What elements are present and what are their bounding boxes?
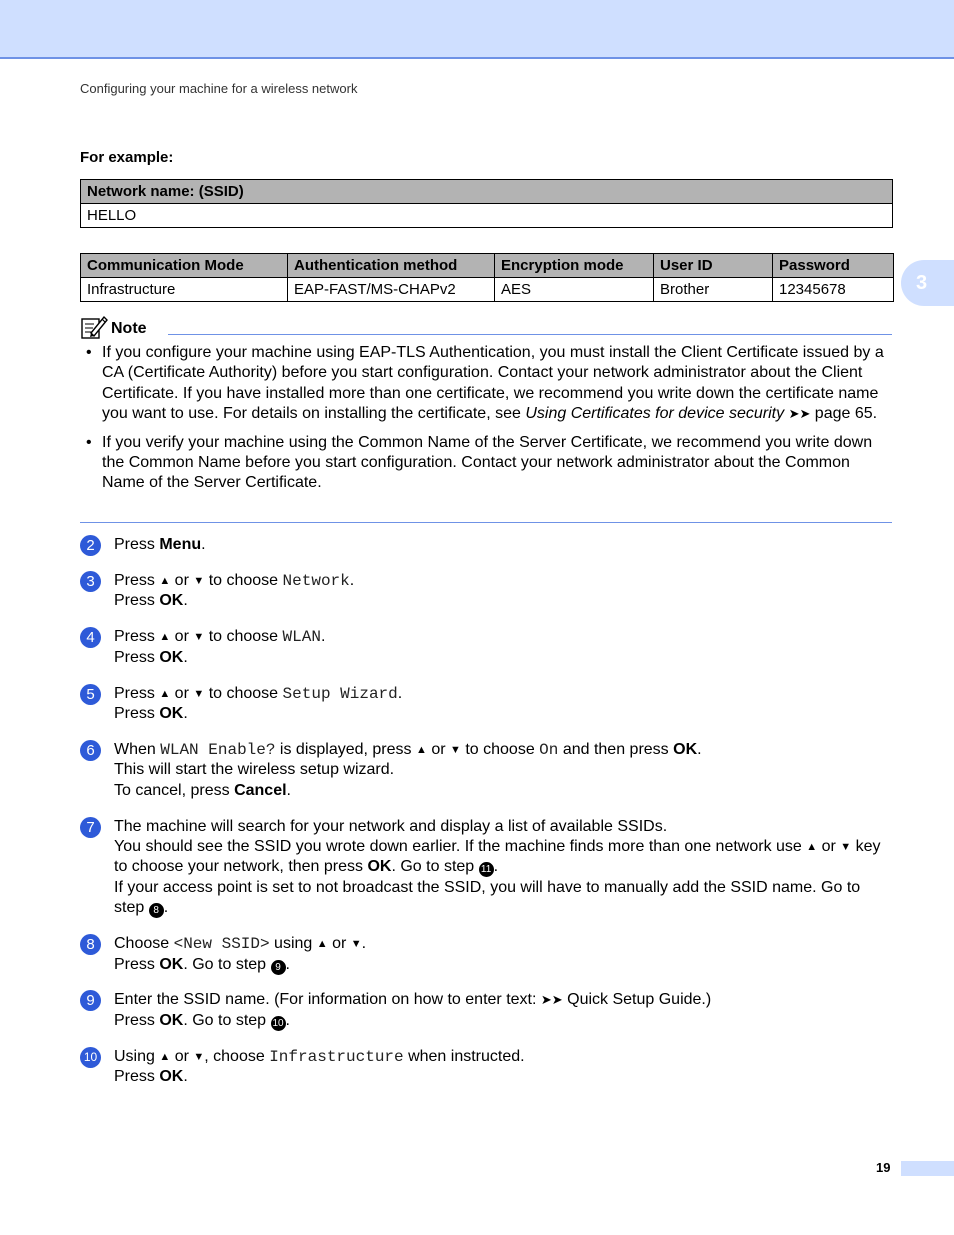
step-text: or	[170, 684, 194, 702]
step-text: If your access point is set to not broadcast the SSID, you will have to manually add the SSID name. Go to step	[114, 878, 861, 917]
step-text: Press	[114, 592, 160, 610]
ok-key-label: OK	[159, 1011, 184, 1029]
step-list	[80, 535, 892, 1103]
step-number-badge: 6	[80, 740, 101, 761]
step-text: . Go to step	[391, 858, 479, 876]
up-arrow-icon: ▲	[159, 687, 171, 700]
step-text: . Go to step	[183, 1011, 271, 1029]
step-number-badge: 10	[80, 1047, 101, 1068]
column-header: Authentication method	[288, 254, 495, 278]
step-number-badge: 4	[80, 627, 101, 648]
page-reference: page 65.	[810, 405, 878, 423]
step-6	[80, 740, 892, 801]
menu-key-label: Menu	[159, 536, 202, 553]
cross-reference-link[interactable]: Using Certificates for device security	[525, 405, 785, 423]
chapter-tab	[901, 260, 954, 306]
down-arrow-icon: ▼	[193, 687, 205, 700]
step-text: Choose	[114, 935, 174, 953]
step-reference-badge[interactable]: 8	[149, 903, 164, 918]
step-2	[80, 535, 892, 555]
step-reference-badge[interactable]: 9	[271, 960, 286, 975]
lcd-option: WLAN	[282, 628, 321, 647]
down-arrow-icon: ▼	[193, 1050, 205, 1063]
double-arrow-icon: ➤➤	[788, 406, 811, 422]
step-text: Press	[114, 704, 160, 722]
step-4	[80, 627, 892, 668]
step-3	[80, 571, 892, 612]
note-header	[80, 314, 892, 340]
table-cell: AES	[495, 278, 654, 302]
ssid-header: Network name: (SSID)	[81, 180, 893, 204]
step-text: Press	[114, 648, 160, 666]
step-5	[80, 684, 892, 725]
step-text: or	[327, 935, 351, 953]
lcd-option: Infrastructure	[269, 1047, 404, 1066]
step-text: Press	[114, 628, 160, 646]
step-text: Enter the SSID name. (For information on how to enter text:	[114, 991, 541, 1009]
table-cell: Brother	[654, 278, 773, 302]
step-text: .	[163, 899, 169, 917]
step-number-badge: 9	[80, 990, 101, 1011]
ssid-value: HELLO	[81, 204, 893, 228]
down-arrow-icon: ▼	[193, 574, 205, 587]
note-end-divider	[80, 522, 892, 523]
up-arrow-icon: ▲	[415, 743, 427, 756]
ok-key-label: OK	[159, 1068, 184, 1086]
step-text: .	[397, 684, 403, 702]
down-arrow-icon: ▼	[193, 631, 205, 644]
down-arrow-icon: ▼	[450, 743, 461, 756]
step-text: .	[183, 704, 188, 722]
step-text: This will start the wireless setup wizard.	[114, 761, 395, 779]
step-text: .	[286, 781, 291, 799]
ok-key-label: OK	[159, 648, 184, 666]
bullet-icon: •	[86, 344, 92, 361]
table-row	[81, 278, 894, 302]
step-text: to choose	[204, 628, 283, 646]
note-pencil-icon	[80, 314, 108, 340]
step-text: Using	[114, 1047, 160, 1065]
lcd-prompt: WLAN Enable?	[160, 740, 276, 759]
step-reference-badge[interactable]: 11	[479, 862, 494, 877]
ok-key-label: OK	[159, 955, 184, 973]
list-item	[86, 433, 892, 494]
note-text: If you configure your machine using EAP-TLS Authentication, you must install the Client Certificate issued by a CA (Certificate Authority) before you start configuration. Contact your network administrator about the Client Certificate. If you have installed more than one certificate, we recommend you write down the certificate name you want to use. For details on installing the certificate, see	[102, 344, 884, 423]
step-text: Press	[114, 536, 160, 553]
settings-table	[80, 253, 894, 302]
step-10	[80, 1047, 892, 1088]
ok-key-label: OK	[159, 592, 184, 610]
running-header: Configuring your machine for a wireless network	[80, 81, 358, 96]
note-label: Note	[111, 320, 147, 337]
table-cell: EAP-FAST/MS-CHAPv2	[288, 278, 495, 302]
up-arrow-icon: ▲	[159, 574, 171, 587]
column-header: User ID	[654, 254, 773, 278]
lcd-option: On	[539, 740, 559, 759]
ok-key-label: OK	[673, 740, 698, 758]
step-text: .	[361, 935, 367, 953]
step-text: or	[170, 628, 194, 646]
step-7	[80, 817, 892, 919]
section-heading: For example:	[80, 149, 174, 166]
lcd-option: <New SSID>	[173, 935, 270, 954]
step-text: and then press	[558, 740, 674, 758]
step-9	[80, 990, 892, 1031]
step-number-badge: 8	[80, 934, 101, 955]
step-text: .	[201, 536, 206, 553]
down-arrow-icon: ▼	[840, 840, 852, 853]
double-arrow-icon: ➤➤	[540, 992, 563, 1008]
table-cell: 12345678	[773, 278, 894, 302]
ok-key-label: OK	[367, 858, 392, 876]
step-text: .	[285, 955, 290, 973]
step-reference-badge[interactable]: 10	[272, 1017, 284, 1029]
table-row	[81, 254, 894, 278]
lcd-option: Network	[282, 571, 350, 590]
table-cell: Infrastructure	[81, 278, 288, 302]
step-text: .	[493, 858, 499, 876]
step-text: To cancel, press	[114, 781, 235, 799]
up-arrow-icon: ▲	[159, 631, 171, 644]
step-text: .	[285, 1011, 290, 1029]
step-text: or	[170, 1047, 194, 1065]
step-number-badge: 5	[80, 684, 101, 705]
footer-tab	[901, 1161, 954, 1176]
step-text: . Go to step	[183, 955, 271, 973]
note-divider	[168, 334, 892, 335]
step-text: You should see the SSID you wrote down earlier. If the machine finds more than one network use	[114, 837, 807, 855]
table-row	[81, 204, 893, 228]
step-text: or	[426, 740, 450, 758]
ssid-table	[80, 179, 893, 228]
step-text: Press	[114, 1011, 160, 1029]
step-text: The machine will search for your network and display a list of available SSIDs.	[114, 817, 668, 835]
step-text: to choose	[204, 571, 283, 589]
header-band	[0, 0, 954, 59]
step-text: Press	[114, 571, 160, 589]
step-text: or	[170, 571, 194, 589]
step-text: Press	[114, 684, 160, 702]
step-number-badge: 2	[80, 535, 101, 556]
step-text: .	[349, 571, 355, 589]
step-text: Press	[114, 955, 160, 973]
step-number-badge: 3	[80, 571, 101, 592]
step-text: is displayed, press	[275, 740, 416, 758]
ok-key-label: OK	[159, 704, 184, 722]
up-arrow-icon: ▲	[159, 1050, 171, 1063]
step-text: using	[269, 935, 317, 953]
step-text: .	[183, 592, 188, 610]
step-text: , choose	[204, 1047, 270, 1065]
table-row	[81, 180, 893, 204]
step-text: When	[114, 740, 161, 758]
step-number-badge: 7	[80, 817, 101, 838]
column-header: Communication Mode	[81, 254, 288, 278]
note-body	[86, 343, 892, 502]
note-text: If you verify your machine using the Common Name of the Server Certificate, we recommend you write down the Common Name before you start configuration. Contact your network administrator about the Common Name of the Server Certificate.	[102, 433, 873, 492]
step-text: to choose	[204, 684, 283, 702]
step-text: Quick Setup Guide.)	[562, 991, 712, 1009]
step-text: Press	[114, 1068, 160, 1086]
step-text: .	[183, 648, 188, 666]
up-arrow-icon: ▲	[316, 938, 328, 951]
step-text: .	[320, 628, 326, 646]
step-text: to choose	[460, 740, 540, 758]
column-header: Password	[773, 254, 894, 278]
step-text: or	[817, 837, 841, 855]
chapter-number: 3	[916, 271, 928, 294]
step-text: .	[697, 740, 702, 758]
step-8	[80, 934, 892, 975]
step-text: when instructed.	[403, 1047, 525, 1065]
down-arrow-icon: ▼	[350, 938, 362, 951]
list-item	[86, 343, 892, 425]
cancel-key-label: Cancel	[234, 781, 287, 799]
up-arrow-icon: ▲	[806, 840, 818, 853]
bullet-icon: •	[86, 433, 92, 451]
column-header: Encryption mode	[495, 254, 654, 278]
lcd-option: Setup Wizard	[282, 684, 398, 703]
page-number: 19	[876, 1160, 891, 1175]
step-text: key to choose your network, then press	[114, 837, 881, 876]
step-text: .	[183, 1068, 188, 1086]
